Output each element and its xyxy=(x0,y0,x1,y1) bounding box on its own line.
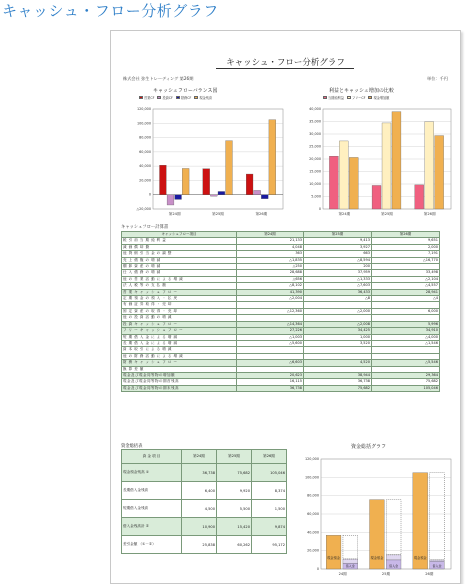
row-value: 75,682 xyxy=(304,385,372,391)
row-value: 9,413 xyxy=(304,238,372,244)
row-label: フ リ ー キ ャ ッ シ ュ フ ロ ー xyxy=(122,328,237,334)
bar xyxy=(218,191,225,194)
row-value: 3,927 xyxy=(304,244,372,250)
row-value: 9,651 xyxy=(372,238,440,244)
table-row xyxy=(122,518,287,536)
cashflow-balance-chart xyxy=(117,101,287,221)
row-label: 他 の 投 資 活 動 の 増 減 xyxy=(122,315,237,321)
legend-label: 現金増加額 xyxy=(373,96,390,100)
table-row xyxy=(122,385,440,391)
row-value: △7,603 xyxy=(304,283,372,289)
x-tick-label: 24期 xyxy=(338,572,347,576)
table-row xyxy=(122,500,287,518)
y-tick-label: △20,000 xyxy=(136,207,151,211)
row-label: 現金及び現金同等物の期末残高 xyxy=(122,385,237,391)
row-value: 1,500 xyxy=(252,500,287,518)
row-value: 21,133 xyxy=(237,238,304,244)
row-label: 財 務 キ ャ ッ シ ュ フ ロ ー xyxy=(122,360,237,366)
chart2-legend xyxy=(323,95,389,100)
document-title: キャッシュ・フロー分析グラフ xyxy=(226,58,345,68)
row-value: △4,557 xyxy=(372,283,440,289)
x-tick-label: 第24期 xyxy=(338,212,351,216)
row-value: △4 xyxy=(372,296,440,302)
page-heading: キャッシュ・フロー分析グラフ xyxy=(2,2,219,20)
profit-cash-comparison-chart xyxy=(295,103,457,221)
row-value: 105,046 xyxy=(252,464,287,482)
fund-header-26: 第26期 xyxy=(252,450,287,464)
bar xyxy=(261,195,268,199)
y-tick-label: 120,000 xyxy=(136,107,151,111)
row-value: △8,594 xyxy=(304,257,372,263)
legend-item xyxy=(157,95,172,100)
row-label: 短 期 借 入 金 に よ る 増 減 xyxy=(122,334,237,340)
row-value: △1,333 xyxy=(304,276,372,282)
cf-table-body xyxy=(122,238,440,392)
row-value: △16,770 xyxy=(372,257,440,263)
bar xyxy=(326,535,341,569)
bar-label: 現金預金 xyxy=(370,556,384,560)
bar xyxy=(425,122,434,209)
fund-summary-table xyxy=(121,449,287,554)
row-value: △5,546 xyxy=(372,360,440,366)
row-value: △8,102 xyxy=(237,283,304,289)
row-label: 他 貸 倒 引 当 金 の 調 整 xyxy=(122,251,237,257)
row-value: 7,191 xyxy=(372,251,440,257)
chart3-title: 資金総括グラフ xyxy=(351,444,387,450)
legend-swatch xyxy=(323,96,327,99)
chart2-title: 利益とキャッシュ増加の比較 xyxy=(329,88,394,94)
x-tick-label: 第26期 xyxy=(255,212,268,216)
row-value: 6,000 xyxy=(372,308,440,314)
bar xyxy=(349,157,358,209)
row-value: 34,910 xyxy=(372,328,440,334)
cf-header-25: 第25期 xyxy=(304,232,372,238)
bar xyxy=(392,112,401,209)
legend-swatch xyxy=(194,96,198,99)
row-label: 仕 入 債 務 の 増 減 xyxy=(122,270,237,276)
row-label: 固 定 資 産 の 取 得 ・ 売 却 xyxy=(122,308,237,314)
row-value: 10,900 xyxy=(182,518,217,536)
x-tick-label: 第26期 xyxy=(423,212,436,216)
bar xyxy=(435,136,444,209)
y-tick-label: 100,000 xyxy=(304,475,319,480)
fund-header-row xyxy=(122,450,287,464)
legend-swatch xyxy=(347,96,351,99)
legend-item xyxy=(347,95,366,100)
row-value: 75,682 xyxy=(217,464,252,482)
row-label: 短期借入金残高 xyxy=(122,500,182,518)
y-tick-label: 5,000 xyxy=(311,194,321,199)
row-value: △4,000 xyxy=(372,334,440,340)
row-label: 売 上 債 権 の 増 減 xyxy=(122,257,237,263)
row-value: △14,364 xyxy=(237,321,304,327)
legend-swatch xyxy=(139,96,143,99)
legend-label: フリーCF xyxy=(351,96,366,100)
bar xyxy=(415,185,424,209)
bar xyxy=(413,473,428,569)
row-label: 投 資 キ ャ ッ シ ュ フ ロ ー xyxy=(122,321,237,327)
row-value: △2,000 xyxy=(304,308,372,314)
row-value: 2,000 xyxy=(372,244,440,250)
bar-label: 借入金 xyxy=(345,564,355,568)
bar-label: 借入金 xyxy=(432,564,442,568)
row-value: 33,498 xyxy=(372,270,440,276)
y-tick-label: 20,000 xyxy=(139,178,151,183)
row-value: 4,500 xyxy=(182,500,217,518)
row-label: 税 引 前 当 期 純 利 益 xyxy=(122,238,237,244)
table-row xyxy=(122,536,287,554)
row-value: 200 xyxy=(304,264,372,270)
x-tick-label: 第25期 xyxy=(381,212,393,216)
legend-item xyxy=(176,95,191,100)
chart1-title: キャッシュフローバランス図 xyxy=(153,88,218,94)
row-value: 28,941 xyxy=(372,289,440,295)
x-tick-label: 第25期 xyxy=(212,212,224,216)
row-value: 15,420 xyxy=(217,518,252,536)
row-value: △5,600 xyxy=(237,340,304,346)
row-value: 38,944 xyxy=(304,372,372,378)
bar xyxy=(269,120,276,195)
cf-header-24: 第24期 xyxy=(237,232,304,238)
row-value: △2,008 xyxy=(304,321,372,327)
legend-item xyxy=(323,95,344,100)
row-value: 36,738 xyxy=(182,464,217,482)
y-tick-label: 25,000 xyxy=(309,144,321,149)
bar xyxy=(167,195,174,205)
legend-item xyxy=(139,95,154,100)
legend-item xyxy=(194,95,212,100)
legend-item xyxy=(368,95,389,100)
fund-section-label: 資金総括表 xyxy=(121,444,143,449)
fund-header-item: 資 金 項 目 xyxy=(122,450,182,464)
row-value: △1,003 xyxy=(237,334,304,340)
y-tick-label: 35,000 xyxy=(309,119,321,124)
cf-header-item: キャッシュフロー項目 xyxy=(122,232,237,238)
y-tick-label: 15,000 xyxy=(309,169,321,174)
row-value: 9,920 xyxy=(217,482,252,500)
row-value: 3,520 xyxy=(304,340,372,346)
row-label: 長 期 借 入 金 に よ る 増 減 xyxy=(122,340,237,346)
y-tick-label: 120,000 xyxy=(304,457,319,461)
row-label: 法 人 税 等 の 支 払 額 xyxy=(122,283,237,289)
row-value: 95,172 xyxy=(252,536,287,554)
legend-label: 営業CF xyxy=(144,96,155,100)
legend-label: 投資CF xyxy=(162,96,173,100)
unit-label: 単位：千円 xyxy=(427,76,448,81)
row-value: 36,433 xyxy=(304,289,372,295)
bar xyxy=(382,123,391,209)
row-label: 有 価 証 券 取 得 ・ 売 却 xyxy=(122,302,237,308)
y-tick-label: 10,000 xyxy=(309,182,321,186)
row-value: 41,390 xyxy=(237,289,304,295)
row-label: 営 業 キ ャ ッ シ ュ フ ロ ー xyxy=(122,289,237,295)
chart1-legend xyxy=(139,95,212,100)
row-value: 28,688 xyxy=(237,270,304,276)
legend-label: 現金残高 xyxy=(199,96,213,100)
row-value: 34,425 xyxy=(304,328,372,334)
row-label: 現金及び現金同等物の増加額 xyxy=(122,372,237,378)
y-tick-label: 100,000 xyxy=(136,121,151,126)
bar xyxy=(329,156,338,209)
legend-label: 財務CF xyxy=(180,96,192,100)
cf-header-26: 第26期 xyxy=(372,232,440,238)
row-value: △2,104 xyxy=(372,276,440,282)
row-value: 6,400 xyxy=(182,482,217,500)
y-tick-label: 0 xyxy=(148,192,151,197)
cashflow-statement-table xyxy=(121,231,440,392)
row-value: 75,682 xyxy=(372,379,440,385)
y-tick-label: 60,000 xyxy=(307,512,319,516)
bar xyxy=(343,559,358,563)
row-label: 現金及び現金同等物の期首残高 xyxy=(122,379,237,385)
row-label: 差引金額 （①－②） xyxy=(122,536,182,554)
cf-section-label: キャッシュフロー計算書 xyxy=(121,225,169,230)
row-label: 他 の 営 業 活 動 に よ る 増 減 xyxy=(122,276,237,282)
y-tick-label: 20,000 xyxy=(307,548,319,553)
row-label: 現金預金残高 ① xyxy=(122,464,182,482)
company-name: 株式会社 弥生トレーディング 第26期 xyxy=(123,76,194,81)
y-tick-label: 40,000 xyxy=(139,164,151,169)
row-label: 借入金残高計 ② xyxy=(122,518,182,536)
fund-header-25: 第25期 xyxy=(217,450,252,464)
row-value: △656 xyxy=(237,276,304,282)
fund-header-24: 第24期 xyxy=(182,450,217,464)
legend-swatch xyxy=(368,96,372,99)
fund-summary-chart xyxy=(291,451,457,579)
bar xyxy=(226,141,233,195)
bar xyxy=(372,185,381,209)
row-label: 棚 卸 資 産 の 増 減 xyxy=(122,264,237,270)
bar xyxy=(160,165,167,195)
row-value: △1,546 xyxy=(372,340,440,346)
row-label: 他 の 財 務 活 動 に よ る 増 減 xyxy=(122,353,237,359)
legend-swatch xyxy=(176,96,180,99)
row-label: 換 算 差 額 xyxy=(122,366,237,372)
row-value: 4,048 xyxy=(237,244,304,250)
y-tick-label: 0 xyxy=(316,567,319,571)
y-tick-label: 40,000 xyxy=(309,107,321,111)
row-value: △6,603 xyxy=(237,360,304,366)
row-value: 9,874 xyxy=(252,518,287,536)
row-value: 60,262 xyxy=(217,536,252,554)
bar xyxy=(339,141,348,209)
row-value: 36,738 xyxy=(237,385,304,391)
y-tick-label: 30,000 xyxy=(309,132,321,136)
row-value: △12,360 xyxy=(237,308,304,314)
row-value: 37,959 xyxy=(304,270,372,276)
table-row xyxy=(122,464,287,482)
fund-table-body xyxy=(122,464,287,554)
row-value: 36,738 xyxy=(304,379,372,385)
bar xyxy=(203,169,210,195)
bar xyxy=(254,190,261,194)
x-tick-label: 25期 xyxy=(381,572,391,576)
x-tick-label: 26期 xyxy=(425,572,434,576)
row-value: 1,000 xyxy=(304,334,372,340)
y-tick-label: 40,000 xyxy=(307,530,319,535)
row-value: △1,835 xyxy=(237,257,304,263)
bar xyxy=(210,195,217,196)
row-value: 363 xyxy=(237,251,304,257)
row-label: 長期借入金残高 xyxy=(122,482,182,500)
x-tick-label: 第24期 xyxy=(168,212,181,216)
row-value: 5,996 xyxy=(372,321,440,327)
row-value: 105,046 xyxy=(372,385,440,391)
y-tick-label: 80,000 xyxy=(307,493,319,498)
row-label: 減 価 償 却 費 xyxy=(122,244,237,250)
row-label: 資 本 取 引 に よ る 増 減 xyxy=(122,347,237,353)
row-value: 663 xyxy=(304,251,372,257)
y-tick-label: 60,000 xyxy=(139,149,151,154)
bar xyxy=(182,168,189,194)
row-value: 8,374 xyxy=(252,482,287,500)
bar xyxy=(246,174,253,195)
row-value: 25,838 xyxy=(182,536,217,554)
bar-label: 現金預金 xyxy=(413,556,427,560)
row-value: △250 xyxy=(237,264,304,270)
bar xyxy=(175,195,182,200)
bar xyxy=(386,555,401,560)
row-value: △2,004 xyxy=(237,296,304,302)
row-label: 定 期 預 金 の 預 入 ・ 払 戻 xyxy=(122,296,237,302)
row-value: 29,364 xyxy=(372,372,440,378)
legend-label: 当期純利益 xyxy=(328,96,344,100)
row-value: △8 xyxy=(304,296,372,302)
table-row xyxy=(122,482,287,500)
row-value: 20,623 xyxy=(237,372,304,378)
y-tick-label: 80,000 xyxy=(139,135,151,140)
row-value: 5,500 xyxy=(217,500,252,518)
bar-label: 借入金 xyxy=(389,564,399,568)
bar xyxy=(430,560,445,561)
row-value: 16,115 xyxy=(237,379,304,385)
title-underline xyxy=(216,68,354,69)
y-tick-label: 0 xyxy=(318,207,321,211)
row-value: 27,226 xyxy=(237,328,304,334)
legend-swatch xyxy=(157,96,161,99)
bar-label: 現金預金 xyxy=(327,556,340,560)
report-sheet xyxy=(110,30,461,584)
y-tick-label: 20,000 xyxy=(309,157,321,161)
row-value: 4,520 xyxy=(304,360,372,366)
